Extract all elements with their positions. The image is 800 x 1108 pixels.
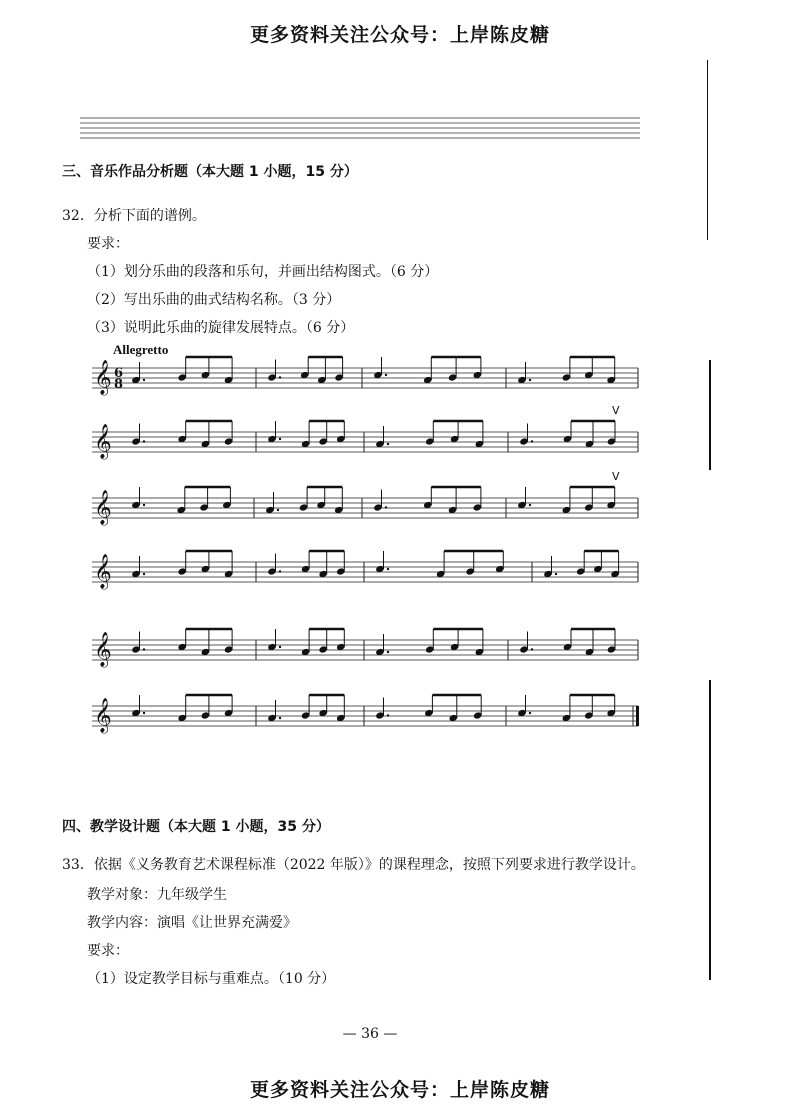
dot bbox=[387, 568, 389, 570]
dot bbox=[387, 443, 389, 445]
treble-clef-icon: 𝄞 bbox=[94, 554, 112, 589]
time-signature-bottom: 8 bbox=[114, 377, 124, 392]
q32-item-1: （1）划分乐曲的段落和乐句，并画出结构图式。（6 分） bbox=[87, 264, 439, 280]
dot bbox=[279, 646, 281, 648]
dot bbox=[555, 573, 557, 575]
dot bbox=[143, 573, 145, 575]
treble-clef-icon: 𝄞 bbox=[94, 490, 112, 525]
time-signature-top: 6 bbox=[114, 366, 124, 381]
q33-requirements-label: 要求： bbox=[87, 943, 129, 959]
q32-item-2: （2）写出乐曲的曲式结构名称。（3 分） bbox=[87, 292, 341, 308]
header-banner: 更多资料关注公众号：上岸陈皮糖 bbox=[249, 24, 550, 46]
q33-item-1: （1）设定教学目标与重难点。（10 分） bbox=[87, 971, 336, 987]
scan-margin-line bbox=[709, 680, 711, 980]
section4-heading: 四、教学设计题（本大题 1 小题，35 分） bbox=[62, 819, 330, 835]
question-33: 33．依据《义务教育艺术课程标准（2022 年版）》的课程理念，按照下列要求进行教学设计。 bbox=[62, 857, 645, 873]
dot bbox=[277, 509, 279, 511]
treble-clef-icon: 𝄞 bbox=[94, 424, 112, 459]
q32-requirements-label: 要求： bbox=[87, 236, 129, 252]
teaching-object: 教学对象：九年级学生 bbox=[87, 887, 227, 903]
dot bbox=[279, 438, 281, 440]
dot bbox=[529, 379, 531, 381]
dot bbox=[385, 506, 387, 508]
question-32: 32．分析下面的谱例。 bbox=[62, 208, 206, 224]
section3-heading: 三、音乐作品分析题（本大题 1 小题，15 分） bbox=[62, 164, 358, 180]
dot bbox=[143, 504, 145, 506]
dot bbox=[531, 648, 533, 650]
scan-margin-line bbox=[707, 60, 708, 240]
treble-clef-icon: 𝄞 bbox=[94, 698, 112, 733]
teaching-content: 教学内容：演唱《让世界充满爱》 bbox=[87, 915, 297, 931]
dot bbox=[143, 379, 145, 381]
dot bbox=[143, 712, 145, 714]
dot bbox=[385, 374, 387, 376]
dot bbox=[143, 440, 145, 442]
final-barline bbox=[636, 706, 639, 726]
dot bbox=[143, 648, 145, 650]
dot bbox=[387, 714, 389, 716]
q32-item-3: （3）说明此乐曲的旋律发展特点。（6 分） bbox=[87, 320, 355, 336]
treble-clef-icon: 𝄞 bbox=[94, 632, 112, 667]
dot bbox=[279, 570, 281, 572]
dot bbox=[529, 504, 531, 506]
dot bbox=[387, 651, 389, 653]
page-number: — 36 — bbox=[342, 1026, 398, 1042]
footer-banner: 更多资料关注公众号：上岸陈皮糖 bbox=[249, 1079, 550, 1101]
dot bbox=[279, 717, 281, 719]
tempo-marking: Allegretto bbox=[113, 342, 169, 357]
scan-margin-line bbox=[709, 360, 711, 470]
breath-mark: V bbox=[612, 470, 620, 483]
treble-clef-icon: 𝄞 bbox=[94, 360, 112, 395]
breath-mark: V bbox=[612, 404, 620, 417]
dot bbox=[529, 712, 531, 714]
dot bbox=[279, 376, 281, 378]
dot bbox=[531, 440, 533, 442]
